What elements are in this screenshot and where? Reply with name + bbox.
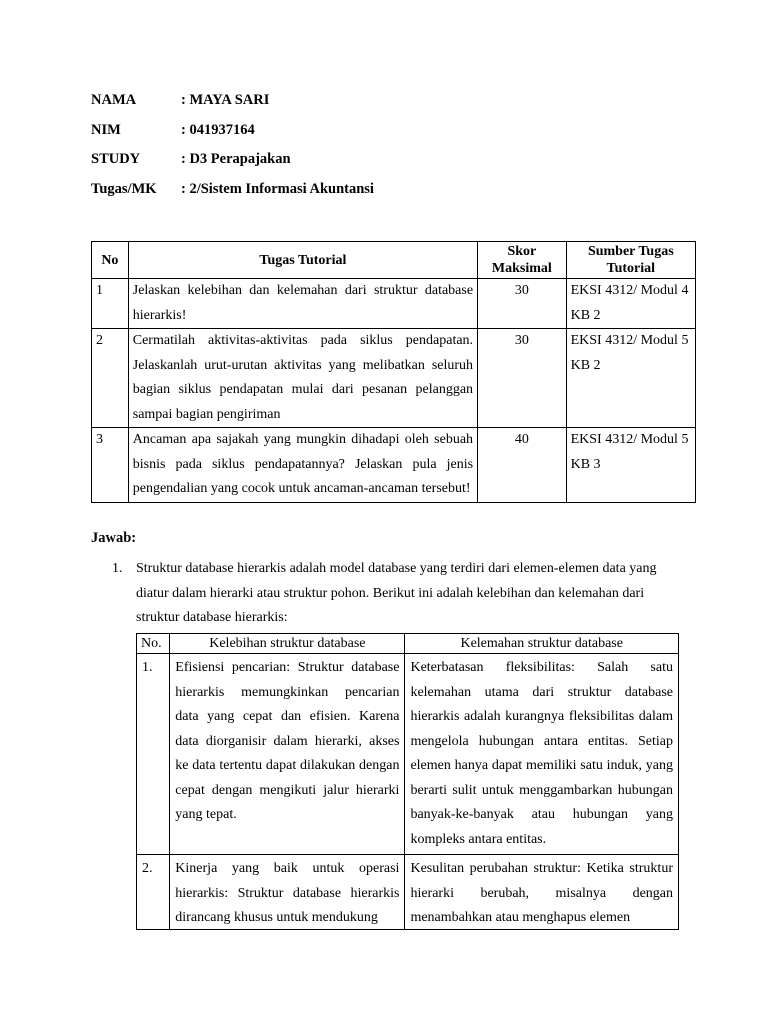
- answer-text: Struktur database hierarkis adalah model database yang terdiri dari elemen-elemen data yang diatur dalam hierarki atau struktur pohon. Berikut ini adalah kelebihan dan kelemahan dari struktur database hierarkis:: [136, 561, 657, 625]
- comparison-table: [136, 633, 679, 930]
- row-no: 1: [92, 279, 129, 329]
- row-disadvantage: Keterbatasan fleksibilitas: Salah satu kelemahan utama dari struktur database hierarkis adalah kurangnya fleksibilitas dalam mengelola hubungan antara entitas. Setiap elemen hanya dapat memiliki satu induk, yang berarti sulit untuk menggambarkan hubungan banyak-ke-banyak atau hubungan yang kompleks antara entitas.: [405, 654, 679, 855]
- header-no: No: [92, 242, 129, 279]
- task-table-header: [92, 242, 696, 279]
- table-row: [92, 279, 696, 329]
- info-value: : 041937164: [181, 121, 255, 138]
- row-source: EKSI 4312/ Modul 5 KB 2: [566, 329, 695, 428]
- row-advantage: [170, 855, 405, 930]
- info-label: STUDY: [91, 151, 141, 167]
- answer-heading: Jawab:: [91, 530, 137, 546]
- row-skor: 30: [478, 329, 567, 428]
- cell-text: Kinerja yang baik untuk operasi hierarkis: Struktur database hierarkis dirancang khusus untuk mendukung: [175, 861, 400, 925]
- table-row: [92, 428, 696, 503]
- row-task: Cermatilah aktivitas-aktivitas pada siklus pendapatan. Jelaskanlah urut-urutan aktivitas yang melibatkan seluruh bagian siklus pendapatan mulai dari pesanan pelanggan sampai bagian pengiriman: [128, 329, 477, 428]
- header-task: Tugas Tutorial: [128, 242, 477, 279]
- info-label: Tugas/MK: [91, 180, 157, 197]
- info-label: NIM: [91, 121, 121, 138]
- row-no: 1.: [137, 654, 170, 855]
- info-value: : D3 Perapajakan: [181, 151, 291, 167]
- row-source: EKSI 4312/ Modul 4 KB 2: [566, 279, 695, 329]
- info-value: : MAYA SARI: [181, 92, 270, 108]
- comparison-table-header: [137, 634, 679, 654]
- row-no: 2.: [137, 855, 170, 930]
- row-advantage: Efisiensi pencarian: Struktur database hierarkis memungkinkan pencarian data yang cepat dan efisien. Karena data diorganisir dalam hierarki, akses ke data tertentu dapat dilakukan dengan cepat dengan mengikuti jalur hierarki yang tepat.: [170, 654, 405, 855]
- answer-number: 1.: [112, 561, 123, 576]
- task-table: [91, 241, 696, 503]
- table-row: [92, 329, 696, 428]
- row-skor: 30: [478, 279, 567, 329]
- header-disadvantages: Kelemahan struktur database: [405, 634, 679, 654]
- header-skor: Skor Maksimal: [478, 242, 567, 279]
- header-no: No.: [137, 634, 170, 654]
- info-label: NAMA: [91, 92, 137, 108]
- row-source: EKSI 4312/ Modul 5 KB 3: [566, 428, 695, 503]
- table-row: [137, 855, 679, 930]
- table-row: [137, 654, 679, 855]
- header-advantages: Kelebihan struktur database: [170, 634, 405, 654]
- row-task: Ancaman apa sajakah yang mungkin dihadapi oleh sebuah bisnis pada siklus pendapatannya? Jelaskan pula jenis pengendalian yang cocok untuk ancaman-ancaman tersebut!: [128, 428, 477, 503]
- cell-text: Kesulitan perubahan struktur: Ketika struktur hierarki berubah, misalnya dengan menambahkan atau menghapus elemen: [410, 861, 673, 925]
- row-skor: 40: [478, 428, 567, 503]
- row-no: 2: [92, 329, 129, 428]
- info-value: : 2/Sistem Informasi Akuntansi: [181, 180, 374, 197]
- row-no: 3: [92, 428, 129, 503]
- header-source: Sumber Tugas Tutorial: [566, 242, 695, 279]
- row-task: Jelaskan kelebihan dan kelemahan dari struktur database hierarkis!: [128, 279, 477, 329]
- row-disadvantage: [405, 855, 679, 930]
